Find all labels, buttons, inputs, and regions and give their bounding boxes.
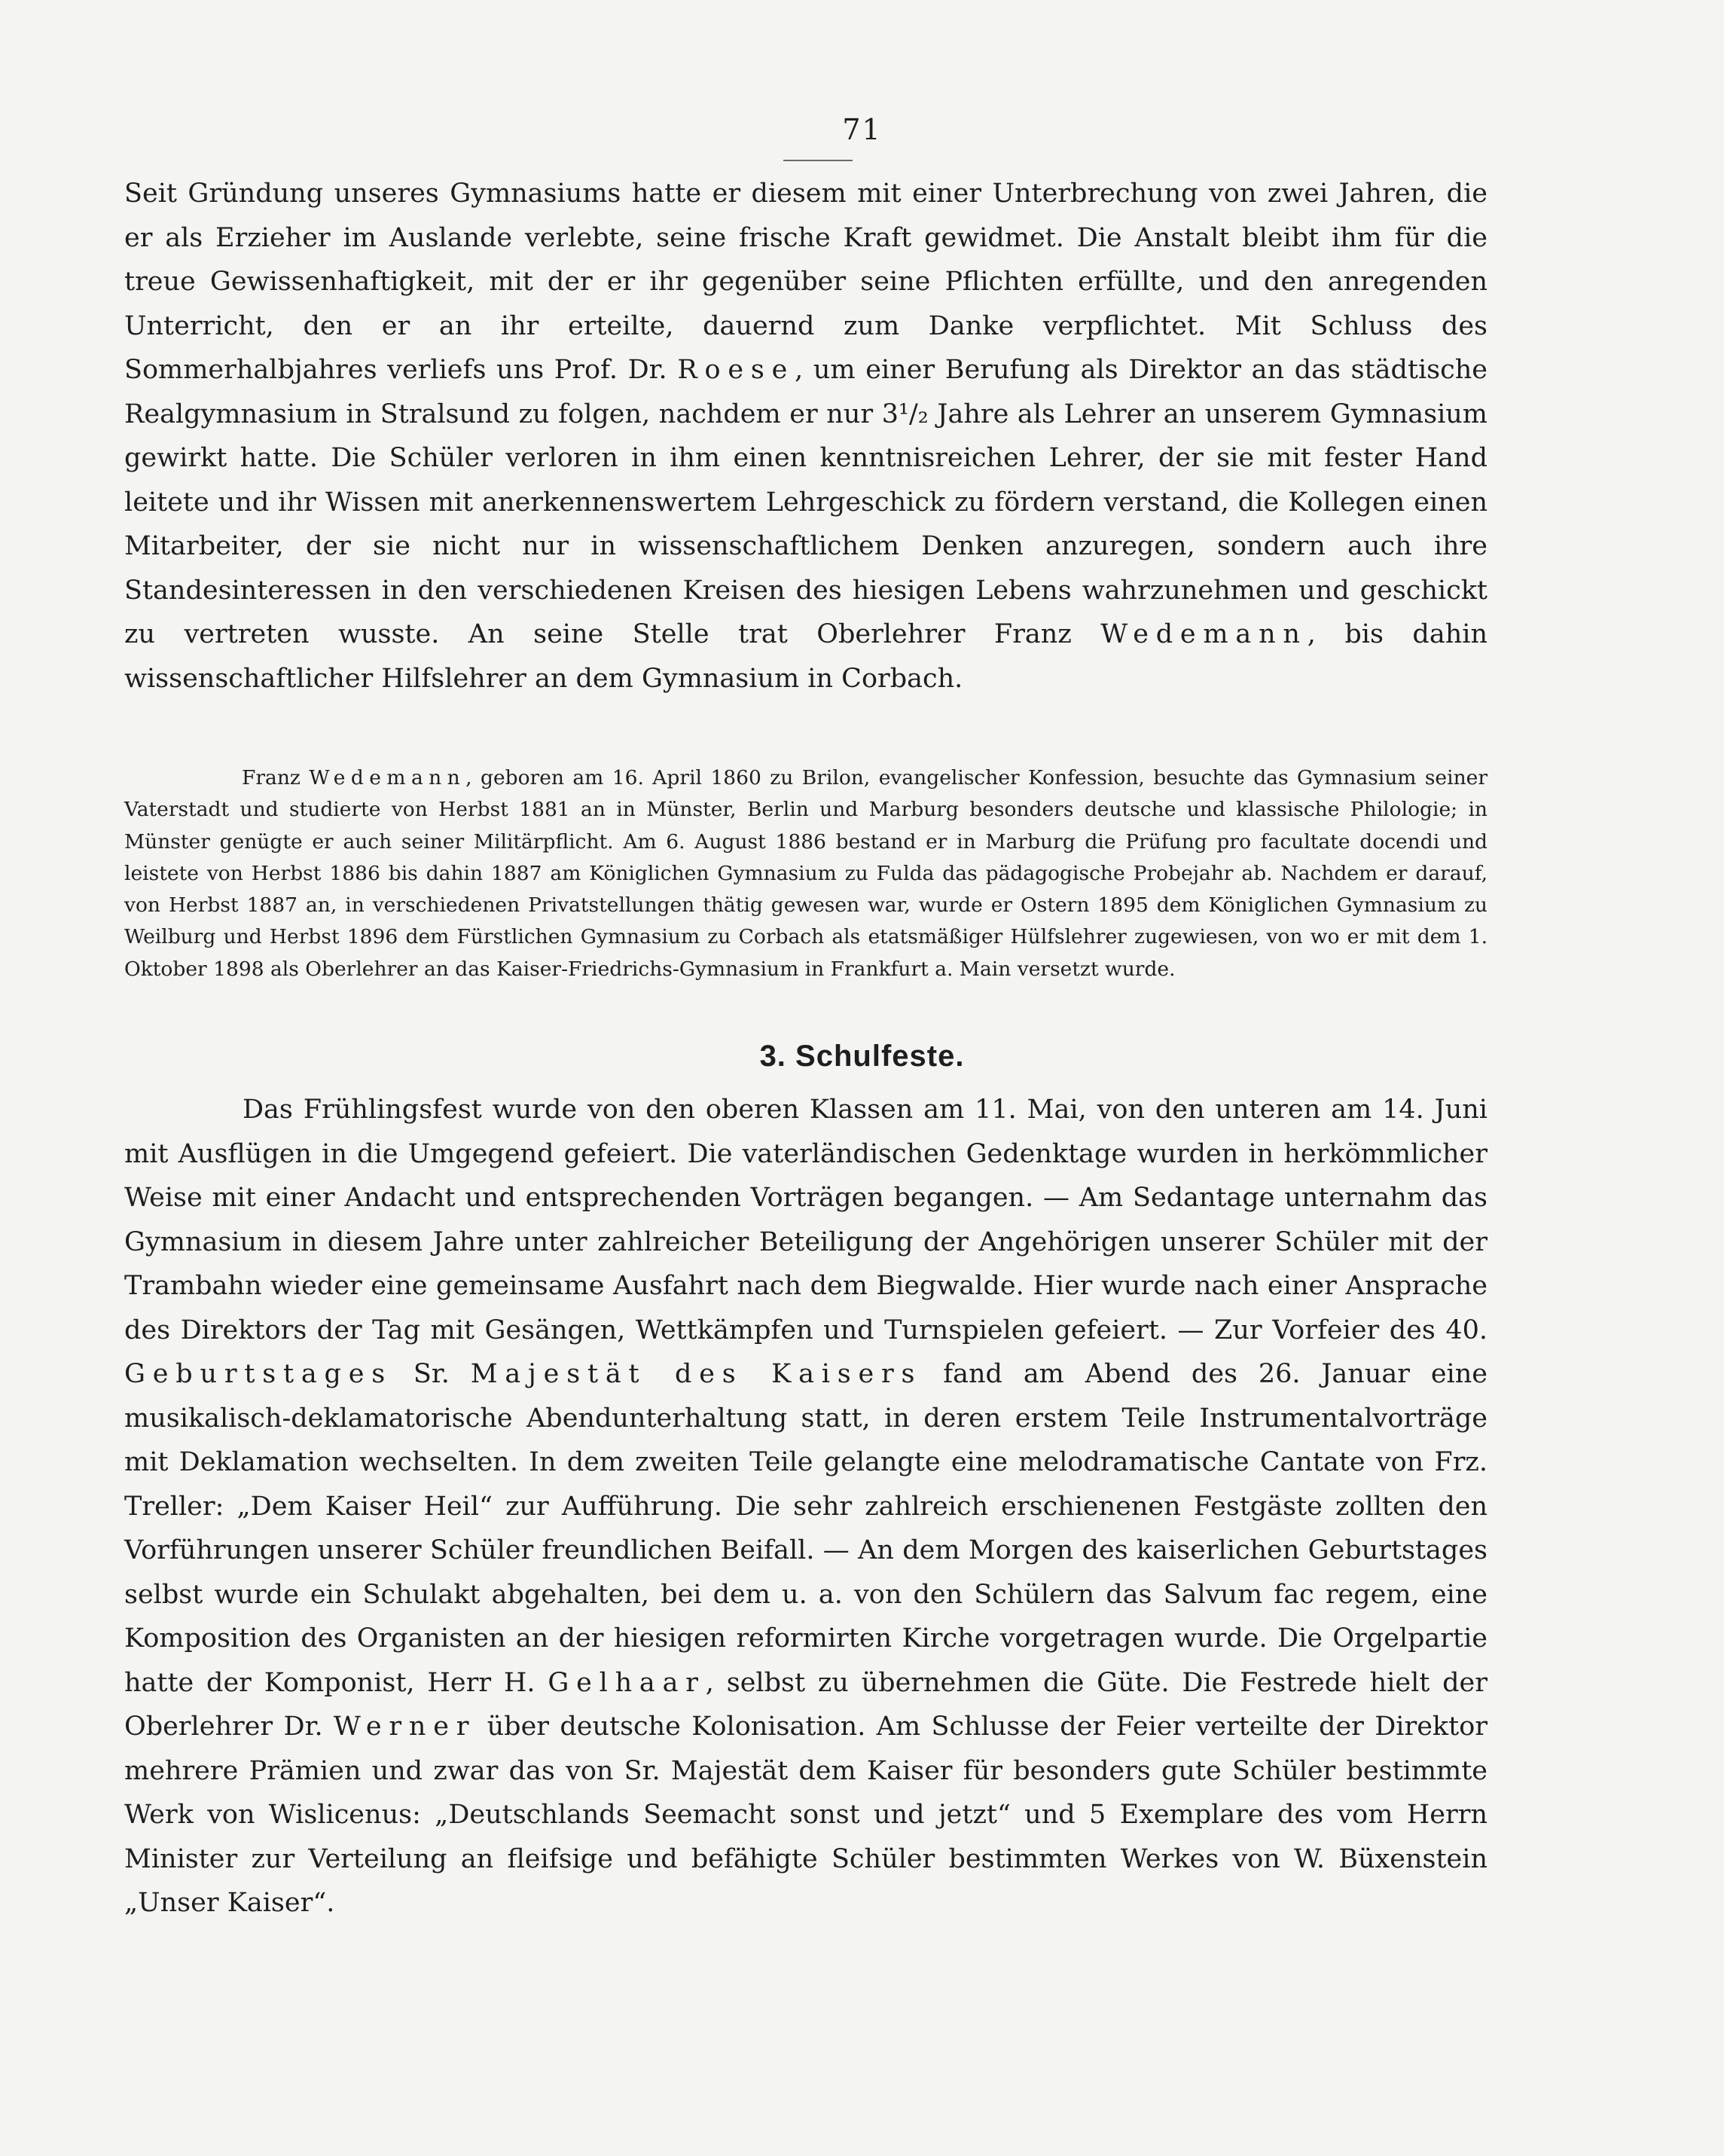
section-text-3: fand am Abend des 26. Januar eine musikalisch-deklamatorische Abendunterhaltung statt, in deren erstem Teile Instrumentalvorträge mit Deklamation wechselten. In dem zweiten Teile gelangte eine melodramatische Cantate von Frz. Treller: „Dem Kaiser Heil“ zur Aufführung. Die sehr zahlreich erschienenen Festgäste zollten den Vorführungen unserer Schüler freundlichen Beifall. — An dem Morgen des kaiserlichen Geburtstages selbst wurde ein Schulakt abgehalten, bei dem u. a. von den Schülern das Salvum fac regem, eine Komposition des Organisten an der hiesigen reformirten Kirche vorgetragen wurde. Die Orgelpartie hatte der Komponist, Herr H. (124, 1359, 1488, 1698)
footnote-text-1: Franz (242, 766, 310, 789)
section-paragraph (124, 1088, 1488, 1925)
footnote-name: Wedemann (309, 766, 466, 789)
section-text-2: Sr. (392, 1359, 471, 1389)
name-gelhaar: Gelhaar (548, 1667, 706, 1698)
spaced-geburtstages: Geburtstages (124, 1359, 392, 1389)
main-paragraph-text-1: Seit Gründung unseres Gymnasiums hatte er diesem mit einer Unterbrechung von zwei Jahren, die er als Erzieher im Auslande verlebte, seine frische Kraft gewidmet. Die Anstalt bleibt ihm für die treue Gewissenhaftigkeit, mit der er ihr gegenüber seine Pflichten erfüllte, und den anregenden Unterricht, den er an ihr erteilte, dauernd zum Danke verpflichtet. Mit Schluss des Sommerhalbjahres verliefs uns Prof. Dr. (124, 179, 1488, 385)
main-paragraph-text-2: , um einer Berufung als Direktor an das städtische Realgymnasium in Stralsund zu folgen, nachdem er nur 3¹/₂ Jahre als Lehrer an unserem Gymnasium gewirkt hatte. Die Schüler verloren in ihm einen kenntnisreichen Lehrer, der sie mit fester Hand leitete und ihr Wissen mit anerkennenswertem Lehrgeschick zu fördern verstand, die Kollegen einen Mitarbeiter, der sie nicht nur in wissenschaftlichem Denken anzuregen, sondern auch ihre Standesinteressen in den verschiedenen Kreisen des hiesigen Lebens wahrzunehmen und geschickt zu vertreten wusste. An seine Stelle trat Oberlehrer Franz (124, 355, 1488, 649)
section-heading: 3. Schulfeste. (759, 1040, 965, 1073)
section-text-4: , selbst zu übernehmen die Güte. Die Festrede hielt der Oberlehrer Dr. (124, 1667, 1488, 1742)
page-number-rule (783, 160, 853, 161)
name-wedemann: Wedemann (1100, 619, 1307, 649)
name-werner: Werner (333, 1712, 477, 1742)
page-number: 71 (842, 113, 882, 146)
section-text-1: Das Frühlingsfest wurde von den oberen Klassen am 11. Mai, von den unteren am 14. Juni mit Ausflügen in die Umgegend gefeiert. Die vaterländischen Gedenktage wurden in herkömmlicher Weise mit einer Andacht und entsprechenden Vorträgen begangen. — Am Sedantage unternahm das Gymnasium in diesem Jahre unter zahlreicher Beteiligung der Angehörigen unserer Schüler mit der Trambahn wieder eine gemeinsame Ausfahrt nach dem Biegwalde. Hier wurde nach einer Ansprache des Direktors der Tag mit Gesängen, Wettkämpfen und Turnspielen gefeiert. — Zur Vorfeier des 40. (124, 1095, 1488, 1345)
spaced-majestaet-des-kaisers: Majestät des Kaisers (470, 1359, 923, 1389)
name-roese: Roese (677, 355, 795, 385)
footnote-biography (124, 762, 1488, 985)
main-paragraph-text-3: , bis dahin wissenschaftlicher Hilfslehrer an dem Gymnasium in Corbach. (124, 619, 1488, 694)
footnote-text-2: , geboren am 16. April 1860 zu Brilon, evangelischer Konfession, besuchte das Gymnasium seiner Vaterstadt und studierte von Herbst 1881 an in Münster, Berlin und Marburg besonders deutsche und klassische Philologie; in Münster genügte er auch seiner Militärpflicht. Am 6. August 1886 bestand er in Marburg die Prüfung pro facultate docendi und leistete von Herbst 1886 bis dahin 1887 am Königlichen Gymnasium zu Fulda das pädagogische Probejahr ab. Nachdem er darauf, von Herbst 1887 an, in verschiedenen Privatstellungen thätig gewesen war, wurde er Ostern 1895 dem Königlichen Gymnasium zu Weilburg und Herbst 1896 dem Fürstlichen Gymnasium zu Corbach als etatsmäßiger Hülfslehrer zugewiesen, von wo er mit dem 1. Oktober 1898 als Oberlehrer an das Kaiser-Friedrichs-Gymnasium in Frankfurt a. Main versetzt wurde. (124, 766, 1488, 981)
main-paragraph (124, 172, 1488, 701)
section-text-5: über deutsche Kolonisation. Am Schlusse der Feier verteilte der Direktor mehrere Prämien und zwar das von Sr. Majestät dem Kaiser für besonders gute Schüler bestimmte Werk von Wislicenus: „Deutschlands Seemacht sonst und jetzt“ und 5 Exemplare des vom Herrn Minister zur Verteilung an fleifsige und befähigte Schüler bestimmten Werkes von W. Büxenstein „Unser Kaiser“. (124, 1712, 1488, 1918)
